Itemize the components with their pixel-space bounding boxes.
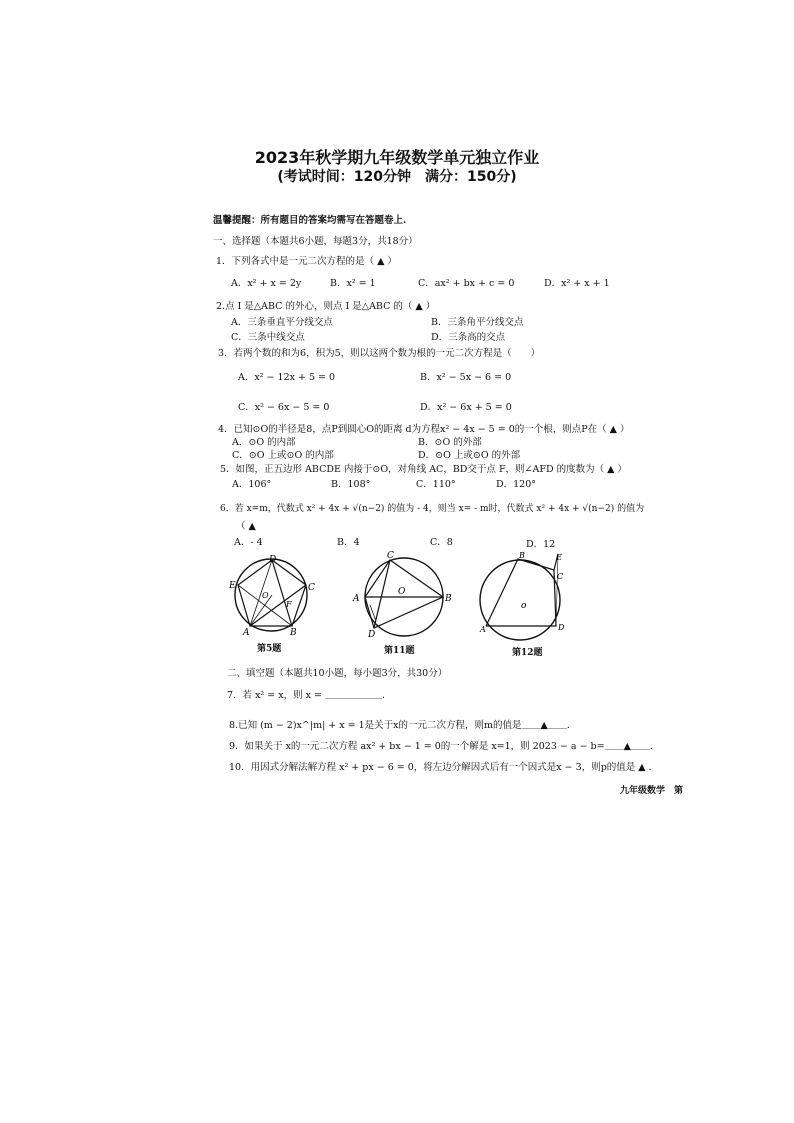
q1-stem: 1．下列各式中是一元二次方程的是（ ▲ ） — [216, 256, 397, 267]
q5-option-a: A．106° — [232, 479, 272, 490]
q3-option-c: C．x² − 6x − 5 = 0 — [238, 402, 330, 413]
fig5-point-o: O — [262, 591, 269, 600]
fig12-point-e: E — [556, 553, 562, 562]
reminder: 温馨提醒：所有题目的答案均需写在答题卷上. — [213, 215, 407, 226]
q3-option-b: B．x² − 5x − 6 = 0 — [420, 372, 512, 383]
page-subtitle: (考试时间：120分钟 满分：150分) — [277, 169, 517, 185]
q6-option-a: A．- 4 — [234, 537, 263, 548]
figure-q5-caption: 第5题 — [257, 644, 282, 654]
q2-stem: 2.点 I 是△ABC 的外心，则点 I 是△ABC 的（ ▲ ） — [216, 301, 436, 312]
q4-option-c: C．⊙O 上或⊙O 的内部 — [232, 450, 334, 461]
q1-option-a: A．x² + x = 2y — [231, 278, 302, 289]
fig5-point-e: E — [229, 581, 236, 591]
fig12-point-c: C — [557, 572, 564, 581]
q4-option-a: A．⊙O 的内部 — [232, 437, 296, 448]
q6-option-d: D．12 — [526, 539, 556, 550]
q7: 7．若 x² = x，则 x = ＿＿＿＿＿＿． — [227, 690, 392, 701]
q5-stem: 5．如图，正五边形 ABCDE 内接于⊙O，对角线 AC，BD交于点 F，则∠AFD 的度数为（ ▲ ） — [220, 464, 627, 475]
q5-option-d: D．120° — [496, 479, 536, 490]
q6-option-c: C．8 — [430, 537, 453, 548]
page-title: 2023年秋学期九年级数学单元独立作业 — [254, 148, 540, 167]
q10: 10．用因式分解法解方程 x² + px − 6 = 0，将左边分解因式后有一个因式是x − 3，则p的值是 ▲ ． — [229, 762, 659, 773]
fig12-point-a: A — [480, 625, 486, 634]
fig12-point-o: o — [521, 601, 527, 611]
q8: 8.已知 (m − 2)x^|m| + x = 1是关于x的一元二次方程，则m的值是＿＿▲＿＿． — [229, 720, 577, 731]
fig5-point-a: A — [243, 628, 250, 638]
fig5-point-d: D — [269, 555, 277, 565]
figure-q12 — [478, 550, 582, 642]
q9: 9．如果关于 x的一元二次方程 ax² + bx − 1 = 0的一个解是 x=1，则 2023 − a − b=＿＿▲＿＿． — [229, 741, 660, 752]
figure-q12-caption: 第12题 — [512, 648, 543, 658]
fig5-point-c: C — [308, 583, 315, 593]
fig5-point-f: F — [286, 600, 292, 609]
fig11-point-c: C — [387, 551, 394, 561]
q1-option-c: C．ax² + bx + c = 0 — [418, 278, 515, 289]
section1-heading: 一、选择题（本题共6小题，每题3分，共18分） — [213, 236, 418, 247]
page-footer: 九年级数学 第 — [620, 786, 684, 796]
fig11-point-a: A — [353, 594, 360, 604]
q2-option-c: C．三条中线交点 — [231, 332, 305, 343]
q5-option-c: C．110° — [416, 479, 456, 490]
q2-option-b: B．三条角平分线交点 — [431, 317, 524, 328]
figure-q5 — [226, 552, 316, 638]
fig11-point-d: D — [368, 630, 376, 640]
q6-stem: 6．若 x=m，代数式 x² + 4x + √(n−2) 的值为 - 4，则当 x= - m时，代数式 x² + 4x + √(n−2) 的值为 — [220, 504, 645, 514]
section2-heading: 二、填空题（本题共10小题，每小题3分，共30分） — [227, 668, 448, 679]
figure-q11-caption: 第11题 — [384, 646, 415, 656]
q6-stem-cont: （ ▲ — [236, 521, 256, 532]
figure-q11 — [352, 548, 456, 640]
q2-option-d: D．三条高的交点 — [431, 332, 506, 343]
fig11-point-o: O — [398, 587, 406, 597]
q4-option-b: B．⊙O 的外部 — [418, 437, 482, 448]
q5-option-b: B．108° — [331, 479, 371, 490]
q2-option-a: A．三条垂直平分线交点 — [231, 317, 333, 328]
q3-stem: 3．若两个数的和为6，积为5，则以这两个数为根的一元二次方程是（ ） — [218, 348, 541, 359]
q1-option-b: B．x² = 1 — [330, 278, 376, 289]
q3-option-a: A．x² − 12x + 5 = 0 — [238, 372, 336, 383]
q6-option-b: B．4 — [337, 537, 360, 548]
fig11-point-b: B — [445, 594, 452, 604]
q4-stem: 4．已知⊙O的半径是8，点P到圆心O的距离 d为方程x² − 4x − 5 = 0的一个根，则点P在（ ▲ ） — [218, 424, 630, 435]
q4-option-d: D．⊙O 上或⊙O 的外部 — [418, 450, 521, 461]
fig12-point-d: D — [558, 623, 565, 632]
fig12-point-b: B — [519, 551, 525, 560]
fig5-point-b: B — [290, 628, 297, 638]
q3-option-d: D．x² − 6x + 5 = 0 — [420, 402, 512, 413]
q1-option-d: D．x² + x + 1 — [544, 278, 610, 289]
